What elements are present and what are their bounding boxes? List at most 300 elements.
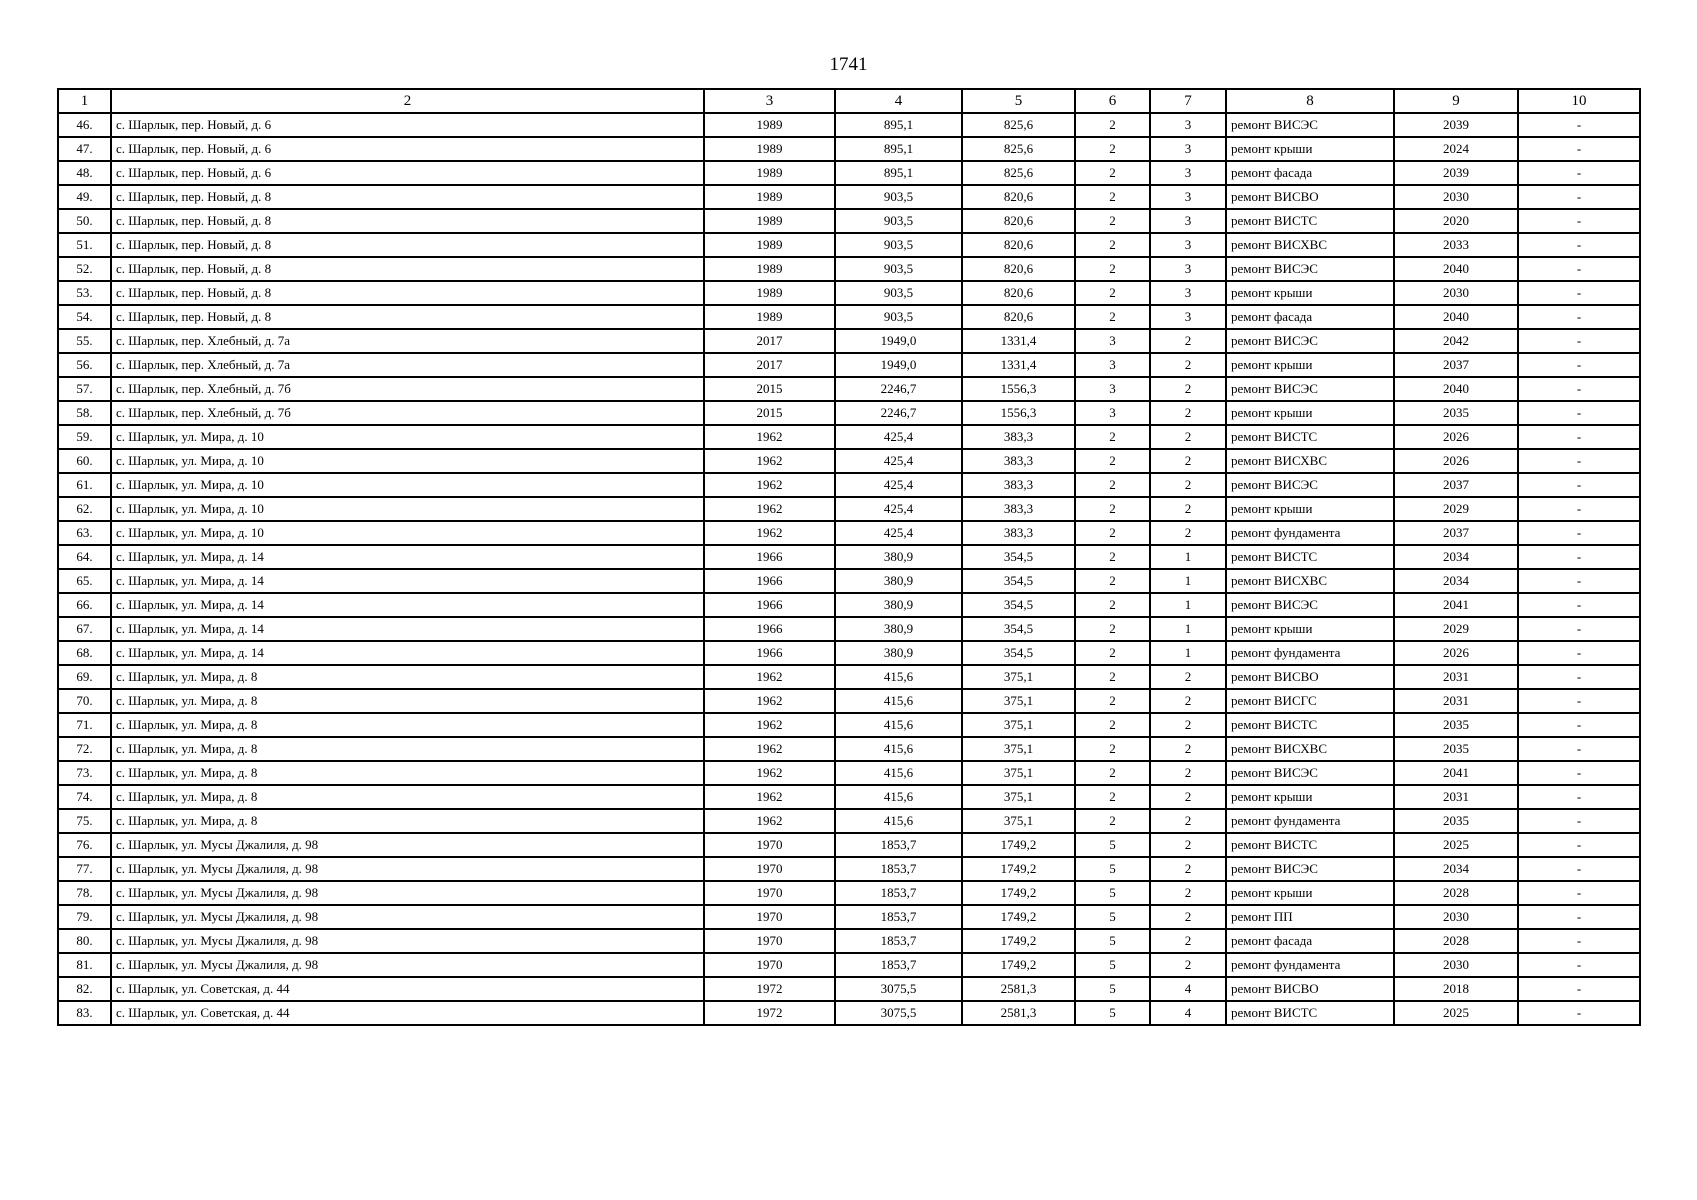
cell-planned-year: 2033 [1394, 233, 1518, 257]
table-body [58, 113, 1640, 1025]
column-header: 7 [1150, 89, 1226, 113]
table-row [58, 377, 1640, 401]
cell-row-number: 79. [58, 905, 111, 929]
cell-living-area: 354,5 [962, 641, 1075, 665]
cell-row-number: 49. [58, 185, 111, 209]
cell-year-built: 1989 [704, 137, 835, 161]
cell-work-type: ремонт ВИСГС [1226, 689, 1394, 713]
column-header: 9 [1394, 89, 1518, 113]
cell-work-type: ремонт фундамента [1226, 521, 1394, 545]
cell-work-type: ремонт фундамента [1226, 809, 1394, 833]
cell-living-area: 1331,4 [962, 329, 1075, 353]
cell-total-area: 1853,7 [835, 857, 962, 881]
cell-living-area: 375,1 [962, 737, 1075, 761]
cell-total-area: 1949,0 [835, 353, 962, 377]
cell-address: с. Шарлык, пер. Новый, д. 6 [111, 137, 704, 161]
cell-total-area: 903,5 [835, 257, 962, 281]
cell-living-area: 825,6 [962, 137, 1075, 161]
cell-note: - [1518, 761, 1640, 785]
cell-total-area: 1853,7 [835, 953, 962, 977]
cell-row-number: 80. [58, 929, 111, 953]
cell-entrances: 2 [1150, 689, 1226, 713]
cell-entrances: 2 [1150, 881, 1226, 905]
table-row [58, 257, 1640, 281]
cell-note: - [1518, 737, 1640, 761]
cell-floors: 2 [1075, 281, 1150, 305]
cell-entrances: 2 [1150, 353, 1226, 377]
cell-year-built: 1962 [704, 425, 835, 449]
cell-floors: 5 [1075, 977, 1150, 1001]
table-row [58, 305, 1640, 329]
table-row [58, 665, 1640, 689]
cell-planned-year: 2025 [1394, 1001, 1518, 1025]
cell-note: - [1518, 353, 1640, 377]
table-row [58, 353, 1640, 377]
cell-address: с. Шарлык, пер. Новый, д. 6 [111, 113, 704, 137]
cell-address: с. Шарлык, ул. Мусы Джалиля, д. 98 [111, 881, 704, 905]
cell-living-area: 820,6 [962, 257, 1075, 281]
cell-planned-year: 2028 [1394, 881, 1518, 905]
cell-planned-year: 2040 [1394, 305, 1518, 329]
table-row [58, 953, 1640, 977]
cell-floors: 2 [1075, 305, 1150, 329]
cell-note: - [1518, 209, 1640, 233]
cell-living-area: 383,3 [962, 449, 1075, 473]
cell-year-built: 1962 [704, 449, 835, 473]
cell-row-number: 83. [58, 1001, 111, 1025]
cell-floors: 2 [1075, 113, 1150, 137]
cell-entrances: 2 [1150, 761, 1226, 785]
cell-floors: 5 [1075, 881, 1150, 905]
cell-address: с. Шарлык, ул. Мира, д. 10 [111, 473, 704, 497]
table-row [58, 761, 1640, 785]
table-row [58, 929, 1640, 953]
cell-entrances: 2 [1150, 785, 1226, 809]
cell-entrances: 1 [1150, 641, 1226, 665]
cell-row-number: 71. [58, 713, 111, 737]
cell-entrances: 2 [1150, 737, 1226, 761]
cell-address: с. Шарлык, пер. Хлебный, д. 7б [111, 401, 704, 425]
cell-living-area: 1331,4 [962, 353, 1075, 377]
cell-total-area: 415,6 [835, 809, 962, 833]
cell-planned-year: 2035 [1394, 401, 1518, 425]
cell-row-number: 68. [58, 641, 111, 665]
cell-note: - [1518, 185, 1640, 209]
cell-total-area: 895,1 [835, 137, 962, 161]
cell-row-number: 69. [58, 665, 111, 689]
cell-work-type: ремонт ВИСТС [1226, 1001, 1394, 1025]
cell-work-type: ремонт ВИСТС [1226, 713, 1394, 737]
table-row [58, 809, 1640, 833]
cell-row-number: 74. [58, 785, 111, 809]
cell-total-area: 380,9 [835, 617, 962, 641]
cell-year-built: 2015 [704, 377, 835, 401]
cell-total-area: 903,5 [835, 185, 962, 209]
cell-note: - [1518, 929, 1640, 953]
cell-floors: 5 [1075, 1001, 1150, 1025]
cell-planned-year: 2026 [1394, 449, 1518, 473]
cell-address: с. Шарлык, ул. Мира, д. 14 [111, 617, 704, 641]
cell-total-area: 380,9 [835, 593, 962, 617]
cell-living-area: 375,1 [962, 809, 1075, 833]
cell-planned-year: 2031 [1394, 665, 1518, 689]
cell-address: с. Шарлык, ул. Мусы Джалиля, д. 98 [111, 833, 704, 857]
cell-year-built: 1962 [704, 665, 835, 689]
cell-note: - [1518, 161, 1640, 185]
cell-planned-year: 2039 [1394, 113, 1518, 137]
cell-year-built: 2017 [704, 353, 835, 377]
cell-total-area: 2246,7 [835, 377, 962, 401]
cell-floors: 2 [1075, 665, 1150, 689]
cell-floors: 2 [1075, 425, 1150, 449]
cell-living-area: 375,1 [962, 713, 1075, 737]
cell-row-number: 58. [58, 401, 111, 425]
cell-year-built: 1962 [704, 785, 835, 809]
cell-total-area: 415,6 [835, 737, 962, 761]
column-header: 10 [1518, 89, 1640, 113]
cell-planned-year: 2026 [1394, 641, 1518, 665]
cell-planned-year: 2040 [1394, 257, 1518, 281]
cell-note: - [1518, 593, 1640, 617]
cell-floors: 2 [1075, 209, 1150, 233]
cell-row-number: 62. [58, 497, 111, 521]
cell-living-area: 383,3 [962, 425, 1075, 449]
cell-note: - [1518, 233, 1640, 257]
cell-total-area: 1853,7 [835, 905, 962, 929]
cell-work-type: ремонт ВИСХВС [1226, 737, 1394, 761]
cell-floors: 3 [1075, 353, 1150, 377]
cell-total-area: 415,6 [835, 665, 962, 689]
cell-address: с. Шарлык, ул. Мусы Джалиля, д. 98 [111, 905, 704, 929]
cell-row-number: 52. [58, 257, 111, 281]
cell-work-type: ремонт крыши [1226, 281, 1394, 305]
cell-year-built: 1962 [704, 809, 835, 833]
cell-total-area: 903,5 [835, 233, 962, 257]
cell-work-type: ремонт фасада [1226, 161, 1394, 185]
cell-planned-year: 2035 [1394, 713, 1518, 737]
cell-row-number: 64. [58, 545, 111, 569]
cell-note: - [1518, 977, 1640, 1001]
cell-work-type: ремонт крыши [1226, 401, 1394, 425]
cell-row-number: 72. [58, 737, 111, 761]
cell-living-area: 383,3 [962, 473, 1075, 497]
cell-living-area: 1749,2 [962, 857, 1075, 881]
cell-planned-year: 2042 [1394, 329, 1518, 353]
cell-floors: 2 [1075, 569, 1150, 593]
cell-planned-year: 2030 [1394, 185, 1518, 209]
cell-address: с. Шарлык, пер. Хлебный, д. 7а [111, 353, 704, 377]
cell-year-built: 1962 [704, 761, 835, 785]
cell-address: с. Шарлык, пер. Новый, д. 8 [111, 233, 704, 257]
cell-living-area: 383,3 [962, 497, 1075, 521]
cell-address: с. Шарлык, ул. Мира, д. 14 [111, 593, 704, 617]
cell-address: с. Шарлык, ул. Мира, д. 14 [111, 641, 704, 665]
cell-total-area: 425,4 [835, 521, 962, 545]
cell-row-number: 60. [58, 449, 111, 473]
cell-living-area: 1749,2 [962, 929, 1075, 953]
cell-work-type: ремонт крыши [1226, 617, 1394, 641]
column-header: 3 [704, 89, 835, 113]
cell-total-area: 380,9 [835, 641, 962, 665]
cell-entrances: 1 [1150, 593, 1226, 617]
cell-floors: 2 [1075, 641, 1150, 665]
cell-work-type: ремонт ВИСТС [1226, 545, 1394, 569]
cell-work-type: ремонт ВИСЭС [1226, 329, 1394, 353]
table-row [58, 977, 1640, 1001]
cell-row-number: 47. [58, 137, 111, 161]
cell-row-number: 50. [58, 209, 111, 233]
page-number: 1741 [829, 54, 868, 75]
cell-living-area: 1749,2 [962, 953, 1075, 977]
cell-total-area: 903,5 [835, 305, 962, 329]
cell-year-built: 1966 [704, 545, 835, 569]
cell-floors: 5 [1075, 833, 1150, 857]
cell-row-number: 57. [58, 377, 111, 401]
cell-work-type: ремонт ВИСВО [1226, 185, 1394, 209]
cell-living-area: 820,6 [962, 209, 1075, 233]
cell-planned-year: 2024 [1394, 137, 1518, 161]
cell-total-area: 415,6 [835, 689, 962, 713]
cell-planned-year: 2039 [1394, 161, 1518, 185]
cell-row-number: 77. [58, 857, 111, 881]
cell-floors: 2 [1075, 785, 1150, 809]
table-row [58, 713, 1640, 737]
cell-total-area: 425,4 [835, 473, 962, 497]
cell-total-area: 415,6 [835, 761, 962, 785]
cell-floors: 3 [1075, 377, 1150, 401]
table-row [58, 449, 1640, 473]
cell-work-type: ремонт ВИСХВС [1226, 569, 1394, 593]
cell-work-type: ремонт крыши [1226, 497, 1394, 521]
cell-planned-year: 2030 [1394, 905, 1518, 929]
cell-address: с. Шарлык, пер. Новый, д. 6 [111, 161, 704, 185]
cell-note: - [1518, 449, 1640, 473]
cell-row-number: 56. [58, 353, 111, 377]
table-row [58, 833, 1640, 857]
cell-work-type: ремонт ВИСЭС [1226, 113, 1394, 137]
cell-note: - [1518, 833, 1640, 857]
cell-floors: 2 [1075, 617, 1150, 641]
cell-note: - [1518, 857, 1640, 881]
cell-note: - [1518, 113, 1640, 137]
cell-planned-year: 2041 [1394, 593, 1518, 617]
cell-work-type: ремонт ВИСЭС [1226, 257, 1394, 281]
table-row [58, 209, 1640, 233]
cell-total-area: 380,9 [835, 545, 962, 569]
cell-living-area: 375,1 [962, 665, 1075, 689]
cell-entrances: 2 [1150, 329, 1226, 353]
cell-total-area: 2246,7 [835, 401, 962, 425]
table-row [58, 473, 1640, 497]
cell-address: с. Шарлык, ул. Мира, д. 14 [111, 545, 704, 569]
cell-address: с. Шарлык, пер. Новый, д. 8 [111, 185, 704, 209]
cell-address: с. Шарлык, пер. Новый, д. 8 [111, 281, 704, 305]
cell-year-built: 1966 [704, 593, 835, 617]
column-header: 5 [962, 89, 1075, 113]
cell-year-built: 1962 [704, 497, 835, 521]
cell-work-type: ремонт крыши [1226, 137, 1394, 161]
column-header: 4 [835, 89, 962, 113]
cell-planned-year: 2034 [1394, 545, 1518, 569]
cell-row-number: 73. [58, 761, 111, 785]
cell-total-area: 415,6 [835, 713, 962, 737]
table-row [58, 569, 1640, 593]
cell-row-number: 48. [58, 161, 111, 185]
table-row [58, 881, 1640, 905]
cell-planned-year: 2026 [1394, 425, 1518, 449]
cell-living-area: 375,1 [962, 689, 1075, 713]
cell-living-area: 1749,2 [962, 905, 1075, 929]
cell-living-area: 354,5 [962, 593, 1075, 617]
cell-year-built: 2015 [704, 401, 835, 425]
table-row [58, 281, 1640, 305]
cell-entrances: 3 [1150, 137, 1226, 161]
table-row [58, 521, 1640, 545]
cell-living-area: 354,5 [962, 545, 1075, 569]
cell-year-built: 1962 [704, 473, 835, 497]
cell-year-built: 1989 [704, 281, 835, 305]
cell-year-built: 1962 [704, 737, 835, 761]
cell-row-number: 78. [58, 881, 111, 905]
cell-row-number: 54. [58, 305, 111, 329]
cell-row-number: 82. [58, 977, 111, 1001]
cell-floors: 2 [1075, 257, 1150, 281]
cell-planned-year: 2031 [1394, 785, 1518, 809]
cell-work-type: ремонт ВИСТС [1226, 833, 1394, 857]
cell-total-area: 3075,5 [835, 977, 962, 1001]
cell-address: с. Шарлык, ул. Советская, д. 44 [111, 1001, 704, 1025]
cell-total-area: 1853,7 [835, 929, 962, 953]
cell-work-type: ремонт фундамента [1226, 641, 1394, 665]
cell-row-number: 63. [58, 521, 111, 545]
cell-total-area: 415,6 [835, 785, 962, 809]
cell-address: с. Шарлык, пер. Новый, д. 8 [111, 305, 704, 329]
cell-living-area: 820,6 [962, 305, 1075, 329]
cell-address: с. Шарлык, пер. Хлебный, д. 7а [111, 329, 704, 353]
cell-entrances: 2 [1150, 473, 1226, 497]
cell-note: - [1518, 641, 1640, 665]
cell-row-number: 46. [58, 113, 111, 137]
cell-entrances: 2 [1150, 497, 1226, 521]
cell-entrances: 1 [1150, 617, 1226, 641]
cell-floors: 2 [1075, 185, 1150, 209]
cell-entrances: 2 [1150, 713, 1226, 737]
cell-planned-year: 2028 [1394, 929, 1518, 953]
cell-entrances: 2 [1150, 857, 1226, 881]
cell-work-type: ремонт ВИСВО [1226, 977, 1394, 1001]
cell-year-built: 1989 [704, 305, 835, 329]
cell-year-built: 1970 [704, 881, 835, 905]
cell-note: - [1518, 473, 1640, 497]
cell-total-area: 1853,7 [835, 881, 962, 905]
table-row [58, 689, 1640, 713]
cell-entrances: 3 [1150, 161, 1226, 185]
cell-floors: 2 [1075, 809, 1150, 833]
cell-entrances: 2 [1150, 449, 1226, 473]
cell-living-area: 1749,2 [962, 833, 1075, 857]
table-row [58, 401, 1640, 425]
cell-living-area: 820,6 [962, 233, 1075, 257]
cell-note: - [1518, 665, 1640, 689]
cell-living-area: 1556,3 [962, 401, 1075, 425]
cell-total-area: 380,9 [835, 569, 962, 593]
cell-address: с. Шарлык, ул. Мира, д. 8 [111, 689, 704, 713]
cell-row-number: 65. [58, 569, 111, 593]
cell-total-area: 903,5 [835, 209, 962, 233]
cell-floors: 2 [1075, 689, 1150, 713]
cell-row-number: 66. [58, 593, 111, 617]
repair-registry-table [57, 88, 1641, 1026]
cell-work-type: ремонт ВИСВО [1226, 665, 1394, 689]
column-header: 1 [58, 89, 111, 113]
cell-address: с. Шарлык, пер. Хлебный, д. 7б [111, 377, 704, 401]
cell-work-type: ремонт ВИСЭС [1226, 473, 1394, 497]
cell-year-built: 1989 [704, 113, 835, 137]
cell-living-area: 354,5 [962, 617, 1075, 641]
cell-total-area: 425,4 [835, 425, 962, 449]
cell-living-area: 820,6 [962, 185, 1075, 209]
cell-work-type: ремонт ВИСХВС [1226, 233, 1394, 257]
cell-planned-year: 2020 [1394, 209, 1518, 233]
cell-entrances: 3 [1150, 233, 1226, 257]
cell-living-area: 375,1 [962, 761, 1075, 785]
cell-year-built: 1970 [704, 905, 835, 929]
cell-note: - [1518, 713, 1640, 737]
cell-planned-year: 2037 [1394, 473, 1518, 497]
column-header: 2 [111, 89, 704, 113]
cell-year-built: 1972 [704, 1001, 835, 1025]
table-row [58, 425, 1640, 449]
cell-note: - [1518, 617, 1640, 641]
cell-row-number: 70. [58, 689, 111, 713]
cell-entrances: 2 [1150, 929, 1226, 953]
cell-address: с. Шарлык, ул. Советская, д. 44 [111, 977, 704, 1001]
cell-note: - [1518, 881, 1640, 905]
cell-planned-year: 2029 [1394, 497, 1518, 521]
cell-work-type: ремонт ВИСЭС [1226, 377, 1394, 401]
cell-note: - [1518, 689, 1640, 713]
cell-note: - [1518, 569, 1640, 593]
cell-row-number: 53. [58, 281, 111, 305]
cell-planned-year: 2018 [1394, 977, 1518, 1001]
cell-entrances: 2 [1150, 809, 1226, 833]
cell-address: с. Шарлык, ул. Мира, д. 8 [111, 761, 704, 785]
cell-planned-year: 2037 [1394, 521, 1518, 545]
cell-planned-year: 2040 [1394, 377, 1518, 401]
table-row [58, 113, 1640, 137]
cell-row-number: 51. [58, 233, 111, 257]
table-row [58, 905, 1640, 929]
cell-living-area: 383,3 [962, 521, 1075, 545]
cell-planned-year: 2030 [1394, 281, 1518, 305]
cell-note: - [1518, 521, 1640, 545]
cell-entrances: 2 [1150, 401, 1226, 425]
cell-entrances: 3 [1150, 185, 1226, 209]
cell-floors: 2 [1075, 545, 1150, 569]
cell-floors: 3 [1075, 401, 1150, 425]
cell-entrances: 4 [1150, 977, 1226, 1001]
cell-floors: 3 [1075, 329, 1150, 353]
cell-address: с. Шарлык, пер. Новый, д. 8 [111, 257, 704, 281]
cell-row-number: 61. [58, 473, 111, 497]
cell-year-built: 1962 [704, 521, 835, 545]
cell-note: - [1518, 329, 1640, 353]
cell-total-area: 895,1 [835, 161, 962, 185]
cell-note: - [1518, 377, 1640, 401]
cell-total-area: 895,1 [835, 113, 962, 137]
cell-note: - [1518, 425, 1640, 449]
cell-note: - [1518, 809, 1640, 833]
